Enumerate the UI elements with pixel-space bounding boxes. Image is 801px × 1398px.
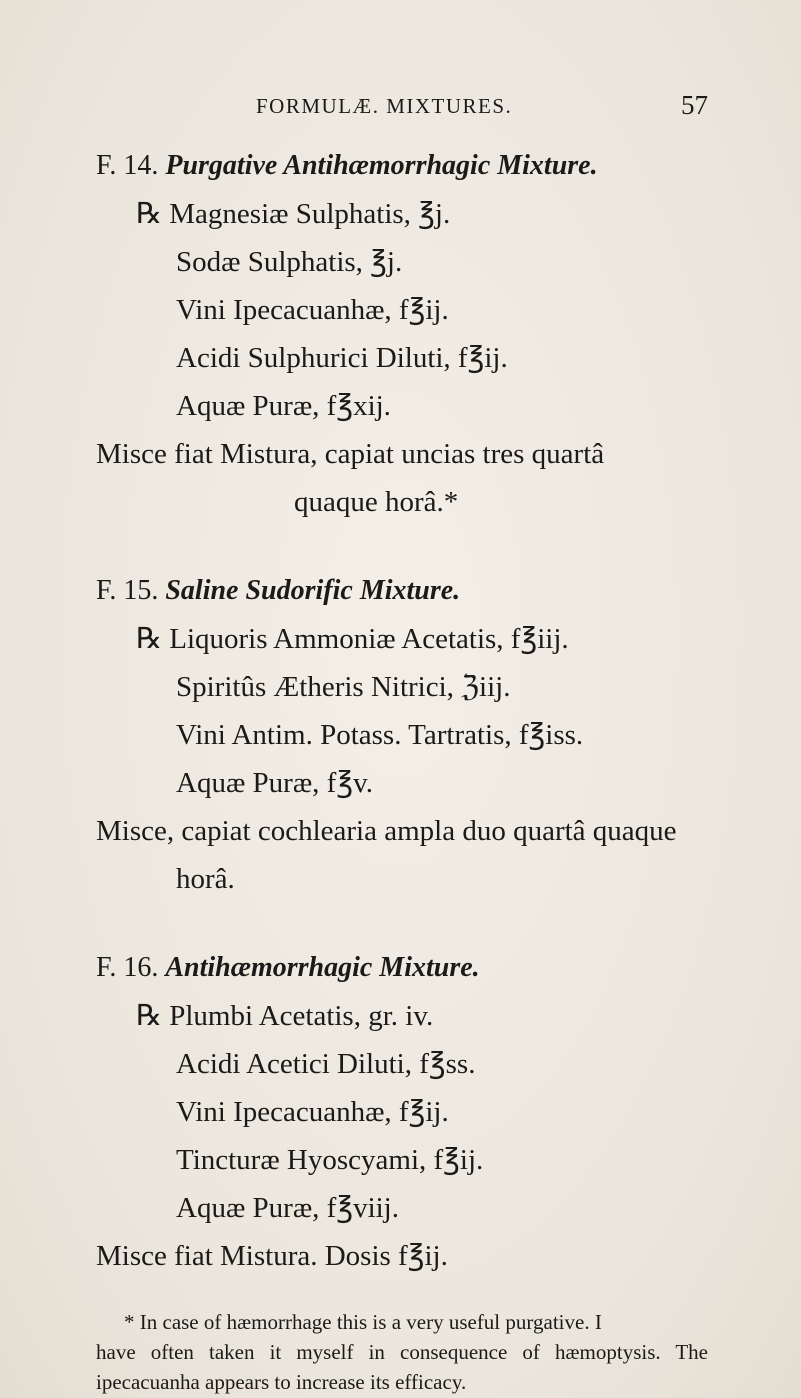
ingredient-line: Vini Ipecacuanhæ, f℥ij. xyxy=(176,294,449,326)
formula-title: Saline Sudorific Mixture. xyxy=(165,575,461,606)
ingredient-line: Aquæ Puræ, f℥xij. xyxy=(176,390,391,422)
footnote-body: have often taken it myself in consequence of hæmoptysis. The ipecacuanha appears to increase its efficacy. xyxy=(96,1340,708,1394)
ingredient-line: Vini Antim. Potass. Tartratis, f℥iss. xyxy=(176,719,584,751)
formula-heading-f14 xyxy=(96,148,598,184)
formula-heading-f15 xyxy=(96,573,460,609)
ingredient-line: Aquæ Puræ, f℥v. xyxy=(176,767,373,799)
formula-title: Antihæmorrhagic Mixture. xyxy=(165,952,480,983)
formula-number: F. 14. xyxy=(96,150,159,181)
footnote xyxy=(96,1307,708,1397)
directions-line: quaque horâ.* xyxy=(294,486,459,518)
page-number: 57 xyxy=(681,90,708,120)
directions-line: Misce fiat Mistura, capiat uncias tres quartâ xyxy=(96,438,605,470)
ingredient-line: Tincturæ Hyoscyami, f℥ij. xyxy=(176,1144,484,1176)
ingredient-line: Spiritûs Ætheris Nitrici, ℨiij. xyxy=(176,671,511,703)
ingredient-line: Acidi Acetici Diluti, f℥ss. xyxy=(176,1048,476,1080)
formula-heading-f16 xyxy=(96,950,480,986)
ingredient-line: ℞ Liquoris Ammoniæ Acetatis, f℥iij. xyxy=(136,623,569,655)
directions-line: Misce, capiat cochlearia ampla duo quartâ quaque xyxy=(96,815,677,847)
running-head xyxy=(0,90,801,134)
ingredient-line: Sodæ Sulphatis, ℥j. xyxy=(176,246,403,278)
ingredient-line: ℞ Magnesiæ Sulphatis, ℥j. xyxy=(136,198,451,230)
ingredient-line: Vini Ipecacuanhæ, f℥ij. xyxy=(176,1096,449,1128)
running-head-title: FORMULÆ. MIXTURES. xyxy=(256,94,513,118)
directions-line: horâ. xyxy=(176,863,235,895)
formula-title: Purgative Antihæmorrhagic Mixture. xyxy=(165,150,598,181)
ingredient-line: Acidi Sulphurici Diluti, f℥ij. xyxy=(176,342,508,374)
ingredient-line: ℞ Plumbi Acetatis, gr. iv. xyxy=(136,1000,434,1032)
footnote-first-line: * In case of hæmorrhage this is a very useful purgative. I xyxy=(124,1310,602,1334)
formula-number: F. 15. xyxy=(96,575,159,606)
ingredient-line: Aquæ Puræ, f℥viij. xyxy=(176,1192,399,1224)
directions-line: Misce fiat Mistura. Dosis f℥ij. xyxy=(96,1240,448,1272)
formula-number: F. 16. xyxy=(96,952,159,983)
